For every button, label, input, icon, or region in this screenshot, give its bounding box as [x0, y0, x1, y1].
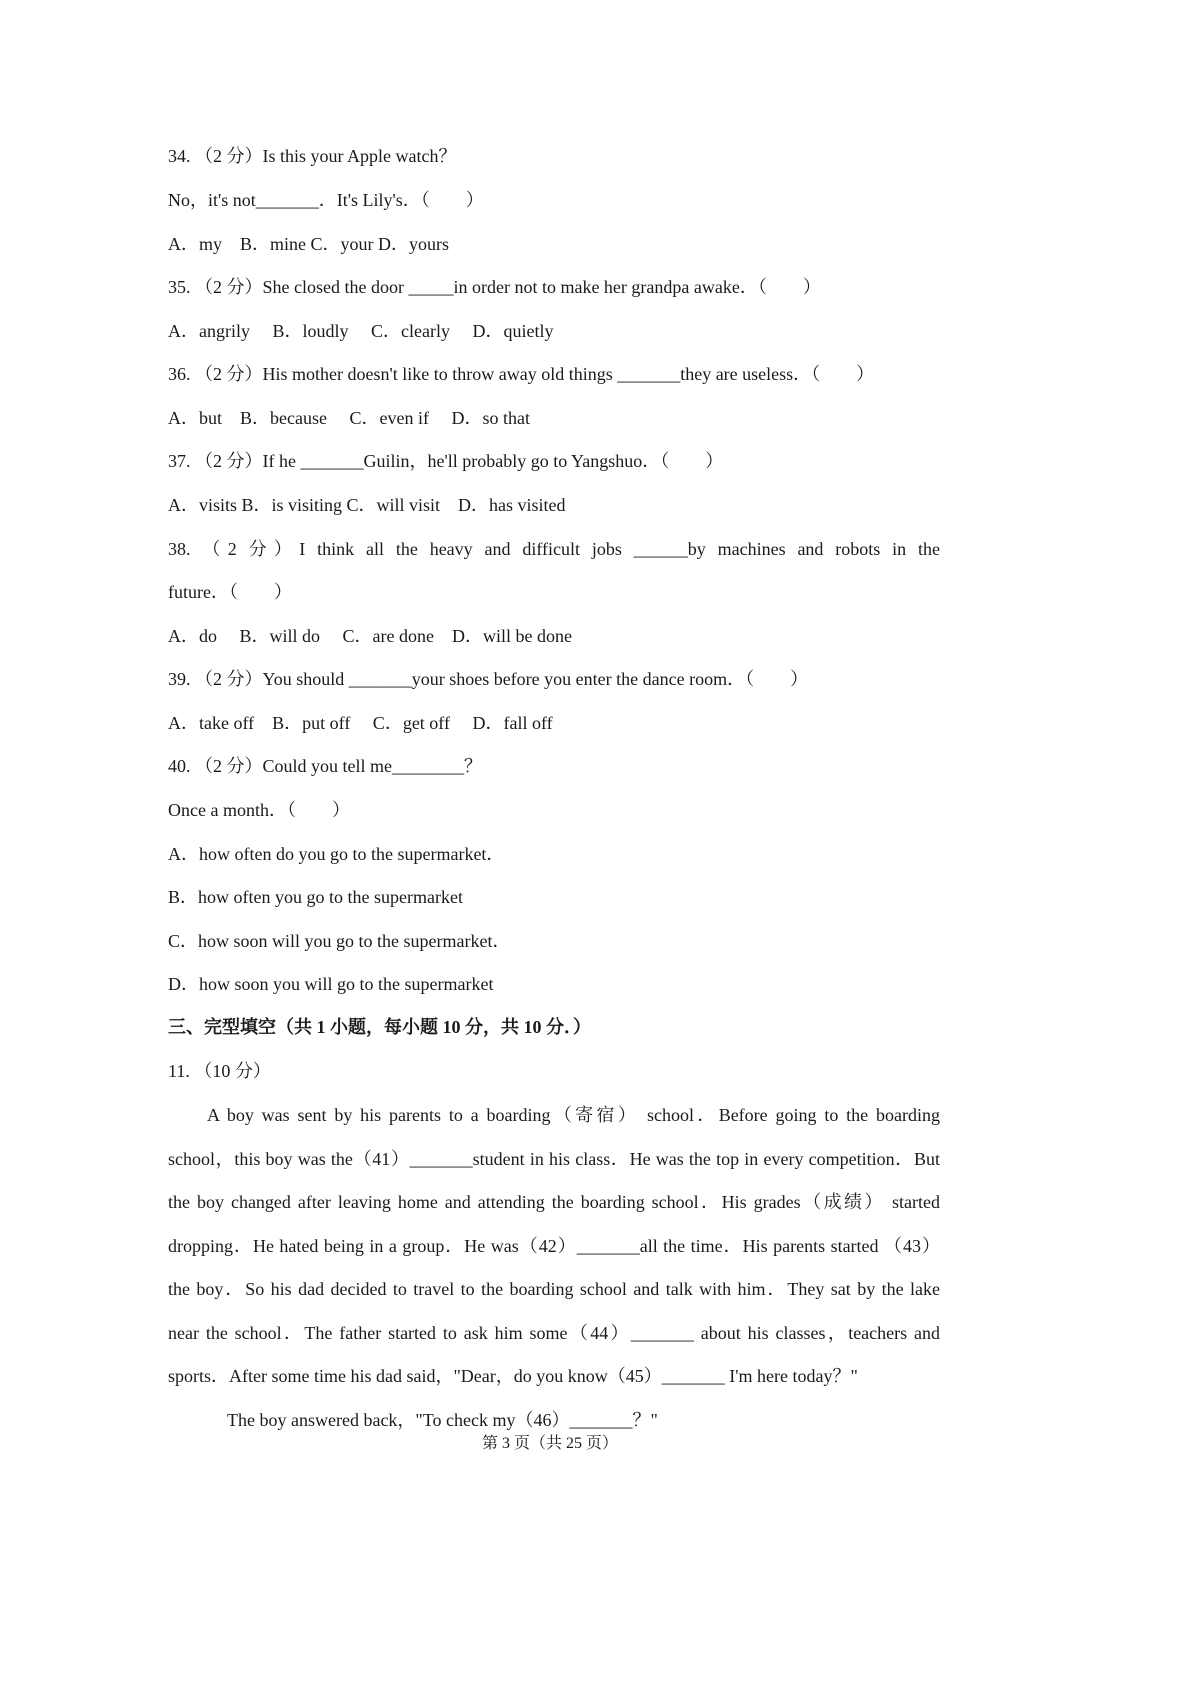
passage-line-7: sports．After some time his dad said，"Dear，do you know（45）_______ I'm here today？" [168, 1366, 858, 1386]
q35-question: 35. （2 分）She closed the door _____in order not to make her grandpa awake．（ ） [168, 277, 821, 297]
q40-question: 40. （2 分）Could you tell me________？ [168, 756, 482, 776]
q36-options: A．but B．because C．even if D．so that [168, 408, 530, 428]
q11-label: 11. （10 分） [168, 1061, 271, 1081]
q35-options: A．angrily B．loudly C．clearly D．quietly [168, 321, 554, 341]
q38-question: 38. （2 分）I think all the heavy and difficult jobs ______by machines and robots in the [168, 539, 940, 559]
q40-option-c: C．how soon will you go to the supermarket． [168, 931, 511, 951]
q38-prompt: future．（ ） [168, 582, 292, 602]
q34-prompt: No，it's not_______．It's Lily's．（ ） [168, 190, 484, 210]
q40-option-b: B．how often you go to the supermarket [168, 887, 463, 907]
q36-question: 36. （2 分）His mother doesn't like to throw away old things _______they are useless．（ ） [168, 364, 875, 384]
passage-line-5: the boy．So his dad decided to travel to the boarding school and talk with him．They sat by the lake [168, 1279, 940, 1299]
q37-question: 37. （2 分）If he _______Guilin，he'll probably go to Yangshuo．（ ） [168, 451, 724, 471]
passage-line-1: A boy was sent by his parents to a boarding（寄宿） school．Before going to the boarding [207, 1105, 940, 1125]
passage-line-3: the boy changed after leaving home and attending the boarding school．His grades（成绩） started [168, 1192, 940, 1212]
q38-options: A．do B．will do C．are done D．will be done [168, 626, 572, 646]
passage-line-4: dropping．He hated being in a group．He was（42）_______all the time．His parents started （43） [168, 1236, 940, 1256]
q37-options: A．visits B．is visiting C．will visit D．has visited [168, 495, 566, 515]
q34-question: 34. （2 分）Is this your Apple watch？ [168, 146, 457, 166]
q40-prompt: Once a month．（ ） [168, 800, 350, 820]
q39-question: 39. （2 分）You should _______your shoes before you enter the dance room．（ ） [168, 669, 809, 689]
section-heading: 三、完型填空（共 1 小题，每小题 10 分，共 10 分．） [168, 1017, 591, 1037]
q40-option-a: A．how often do you go to the supermarket． [168, 844, 505, 864]
passage-line-2: school，this boy was the（41）_______student in his class．He was the top in every competition．But [168, 1149, 940, 1169]
page-footer: 第 3 页（共 25 页） [481, 1435, 618, 1452]
q39-options: A．take off B．put off C．get off D．fall off [168, 713, 553, 733]
q34-options: A．my B．mine C．your D．yours [168, 234, 449, 254]
passage-line-8: The boy answered back，"To check my（46）_______？" [227, 1410, 658, 1430]
passage-line-6: near the school．The father started to ask him some（44）_______ about his classes，teachers and [168, 1323, 940, 1343]
q40-option-d: D．how soon you will go to the supermarket [168, 974, 494, 994]
